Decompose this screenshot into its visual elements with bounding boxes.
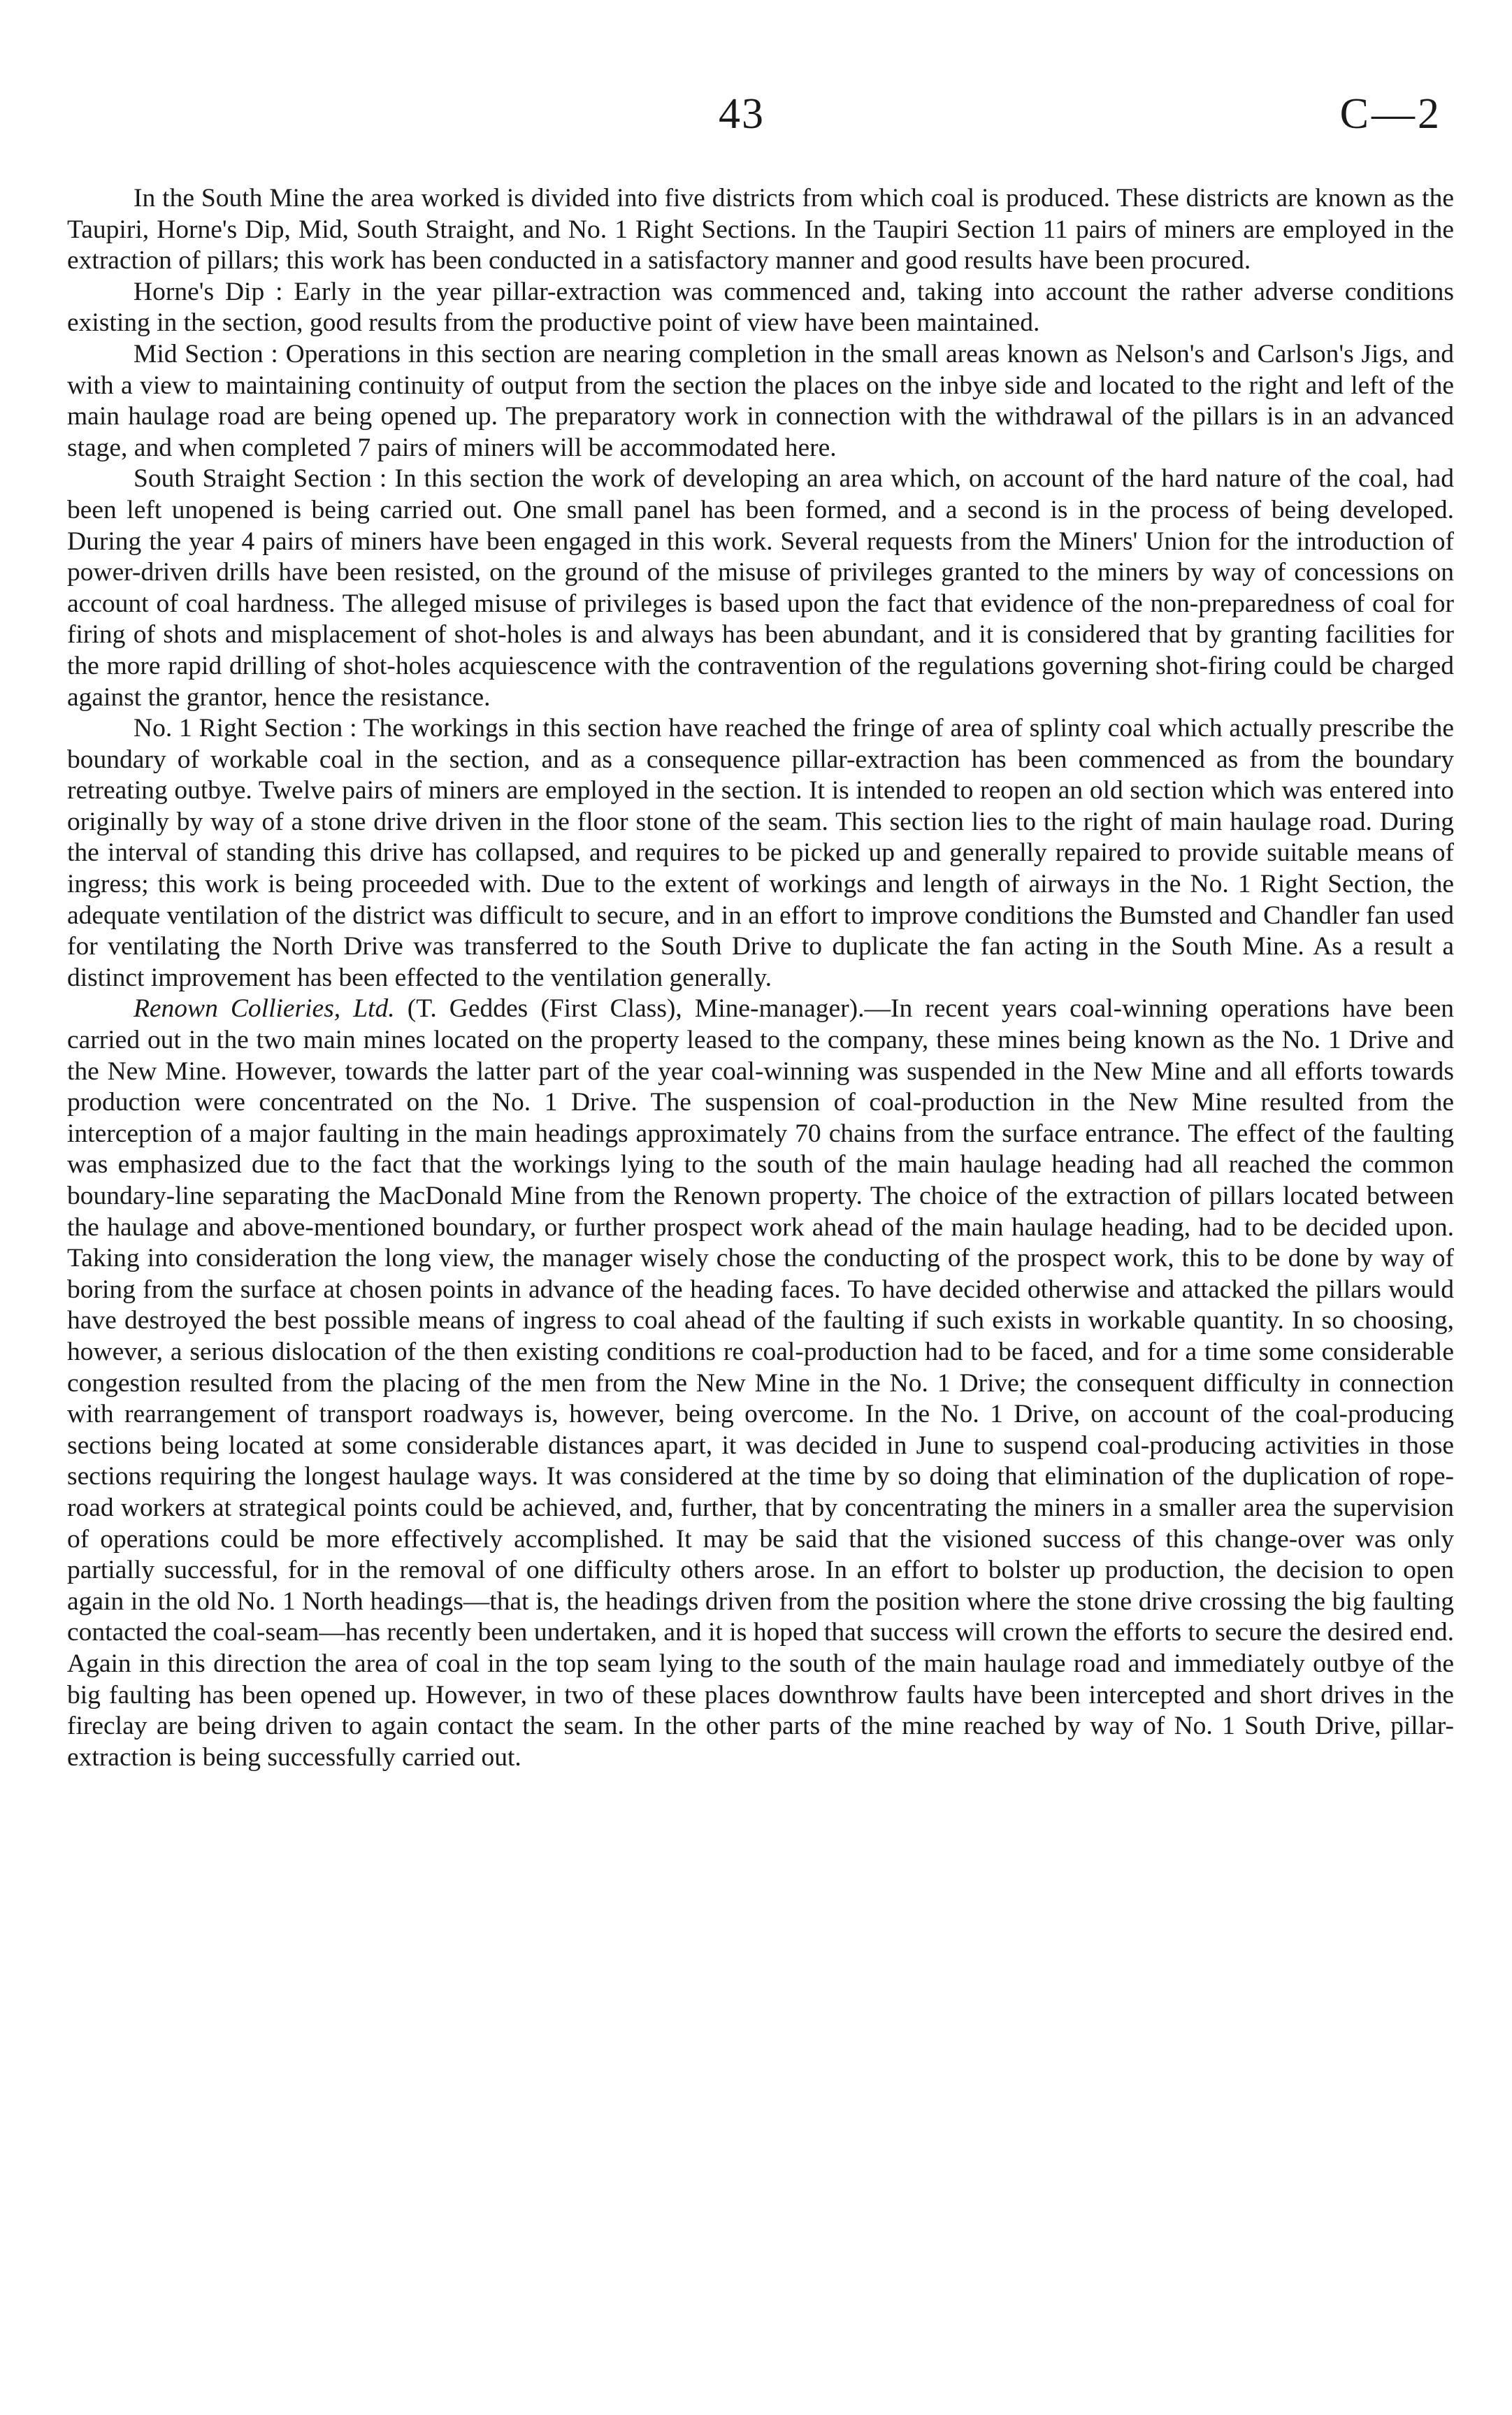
paragraph-south-mine <box>67 183 1454 277</box>
paragraph-hornes-dip <box>67 277 1454 339</box>
paragraph-renown-collieries <box>67 994 1454 1773</box>
paragraph-lead: South Straight Section : <box>134 464 387 494</box>
body-text <box>67 183 1454 1773</box>
paragraph-text: In the South Mine the area worked is divided into five districts from which coal is produced. These districts are known as the Taupiri, Horne's Dip, Mid, South Straight, and No. 1 Right Sections. In the Taupiri Section 11 pairs of miners are employed in the extraction of pillars; this work has been conducted in a satisfactory manner and good results have been procured. <box>67 184 1454 275</box>
paragraph-lead: Mid Section : <box>134 339 278 368</box>
paragraph-text: Early in the year pillar-extraction was commenced and, taking into account the rather adverse conditions existing in the section, good results from the productive point of view have been maintained. <box>67 277 1455 338</box>
company-name: Renown Collieries, Ltd. <box>134 994 395 1024</box>
section-code: C—2 <box>1339 90 1442 138</box>
paragraph-mid-section <box>67 339 1454 464</box>
paragraph-lead: No. 1 Right Section : <box>134 714 357 743</box>
paragraph-lead: Horne's Dip : <box>134 277 283 306</box>
paragraph-south-straight <box>67 464 1454 713</box>
paragraph-no1-right <box>67 713 1454 994</box>
paragraph-text: The workings in this section have reached the fringe of area of splinty coal which actually prescribe the boundary of workable coal in the section, and as a consequence pillar-extraction has been commenced as from the boundary retreating outbye. Twelve pairs of miners are employed in the section. It is intended to reopen an old section which was entered into originally by way of a stone drive driven in the floor stone of the seam. This section lies to the right of main haulage road. During the interval of standing this drive has collapsed, and requires to be picked up and generally repaired to provide suitable means of ingress; this work is being proceeded with. Due to the extent of workings and length of airways in the No. 1 Right Section, the adequate ventilation of the district was difficult to secure, and in an effort to improve conditions the Bumsted and Chandler fan used for ventilating the North Drive was transferred to the South Drive to duplicate the fan acting in the South Mine. As a result a distinct improvement has been effected to the ventilation generally. <box>67 714 1454 992</box>
paragraph-text: Operations in this section are nearing completion in the small areas known as Nelson's and Carlson's Jigs, and with a view to maintaining continuity of output from the section the places on the inbye side and located to the right and left of the main haulage road are being opened up. The preparatory work in connection with the withdrawal of the pillars is in an advanced stage, and when completed 7 pairs of miners will be accommodated here. <box>67 339 1454 462</box>
page-header <box>0 89 1512 145</box>
page-number: 43 <box>719 90 765 138</box>
paragraph-text: (T. Geddes (First Class), Mine-manager).—In recent years coal-winning operations have been carried out in the two main mines located on the property leased to the company, these mines being known as the No. 1 Drive and the New Mine. However, towards the latter part of the year coal-winning was suspended in the New Mine and all efforts towards production were concentrated on the No. 1 Drive. The suspension of coal-production in the New Mine resulted from the interception of a major faulting in the main headings approximately 70 chains from the surface entrance. The effect of the faulting was emphasized due to the fact that the workings lying to the south of the main haulage heading had all reached the common boundary-line separating the MacDonald Mine from the Renown property. The choice of the extraction of pillars located between the haulage and above-mentioned boundary, or further prospect work ahead of the main haulage heading, had to be decided upon. Taking into consideration the long view, the manager wisely chose the conducting of the prospect work, this to be done by way of boring from the surface at chosen points in advance of the heading faces. To have decided otherwise and attacked the pillars would have destroyed the best possible means of ingress to coal ahead of the faulting if such exists in workable quantity. In so choosing, however, a serious dislocation of the then existing conditions re coal-production had to be faced, and for a time some considerable congestion resulted from the placing of the men from the New Mine in the No. 1 Drive; the consequent difficulty in connection with rearrangement of transport roadways is, however, being overcome. In the No. 1 Drive, on account of the coal-producing sections being located at some considerable distances apart, it was decided in June to suspend coal-producing activities in those sections requiring the longest haulage ways. It was considered at the time by so doing that elimination of the duplication of rope-road workers at strategical points could be achieved, and, further, that by concentrating the miners in a smaller area the supervision of operations could be more effectively accomplished. It may be said that the visioned success of this change-over was only partially successful, for in the removal of one difficulty others arose. In an effort to bolster up production, the decision to open again in the old No. 1 North headings—that is, the headings driven from the position where the stone drive crossing the big faulting contacted the coal-seam—has recently been undertaken, and it is hoped that success will crown the efforts to secure the desired end. Again in this direction the area of coal in the top seam lying to the south of the main haulage road and immediately outbye of the big faulting has been opened up. However, in two of these places downthrow faults have been intercepted and short drives in the fireclay are being driven to again contact the seam. In the other parts of the mine reached by way of No. 1 South Drive, pillar-extraction is being successfully carried out. <box>67 994 1455 1772</box>
paragraph-text: In this section the work of developing an area which, on account of the hard nature of the coal, had been left unopened is being carried out. One small panel has been formed, and a second is in the process of being developed. During the year 4 pairs of miners have been engaged in this work. Several requests from the Miners' Union for the introduction of power-driven drills have been resisted, on the ground of the misuse of privileges granted to the miners by way of concessions on account of coal hardness. The alleged misuse of privileges is based upon the fact that evidence of the non-preparedness of coal for firing of shots and misplacement of shot-holes is and always has been abundant, and it is considered that by granting facilities for the more rapid drilling of shot-holes acquiescence with the contravention of the regulations governing shot-firing could be charged against the grantor, hence the resistance. <box>67 464 1454 712</box>
